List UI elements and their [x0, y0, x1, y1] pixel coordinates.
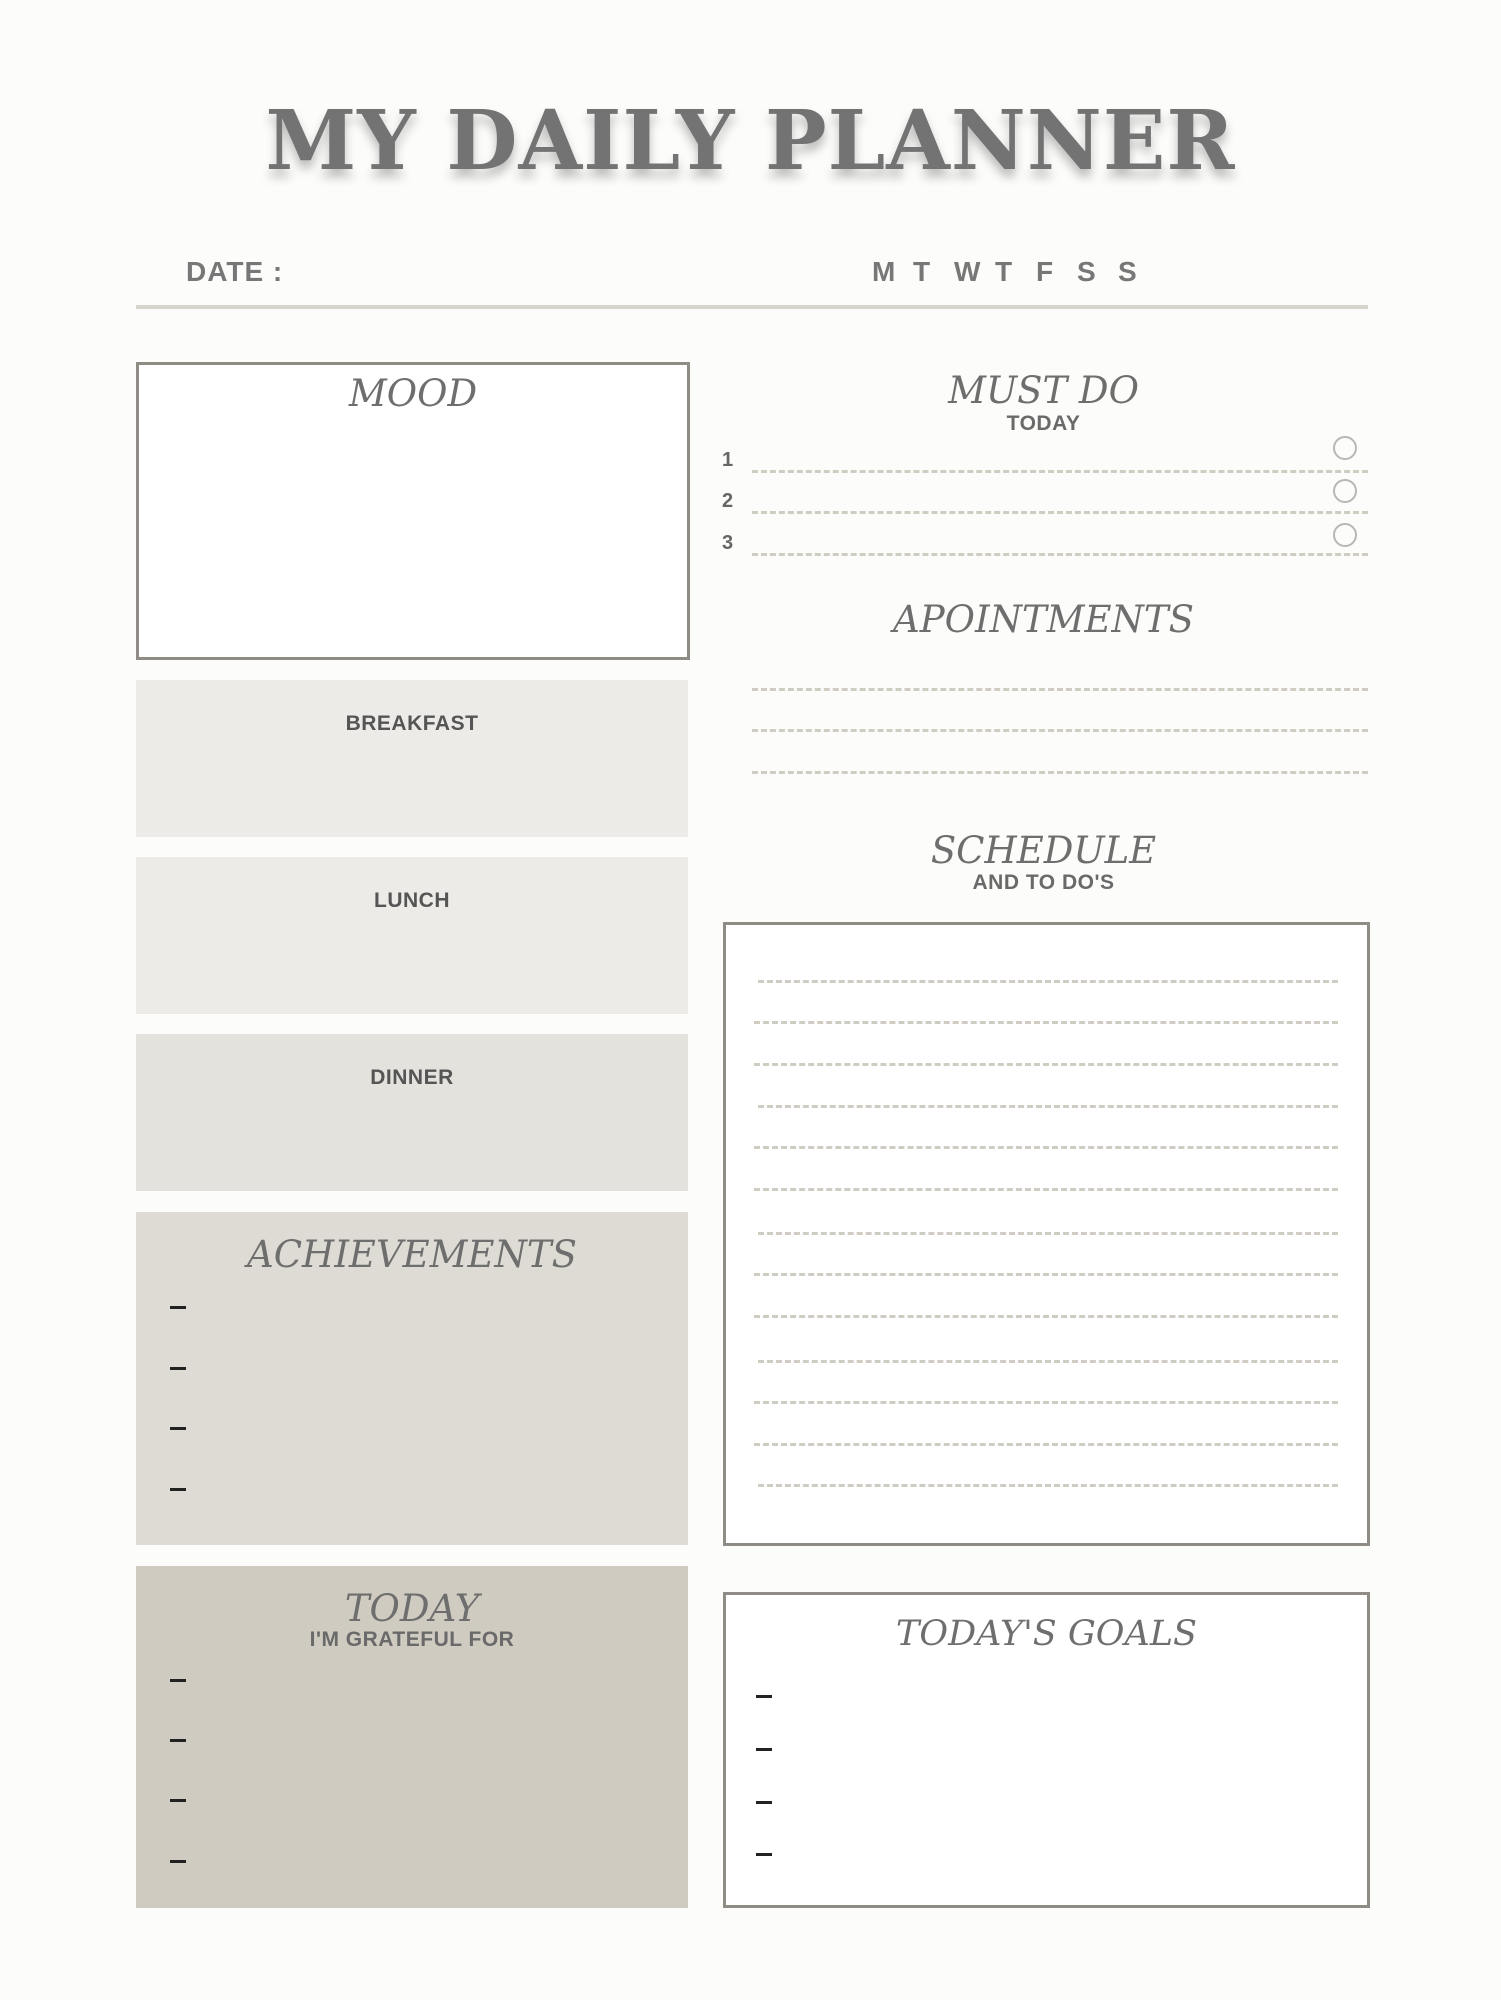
must-do-line[interactable]: [752, 511, 1368, 514]
appointment-line[interactable]: [752, 729, 1368, 732]
grateful-box[interactable]: [136, 1566, 688, 1908]
schedule-subtitle: AND TO DO'S: [972, 871, 1115, 894]
appointments-title: APOINTMENTS: [893, 598, 1194, 641]
must-do-number: 3: [722, 532, 734, 554]
weekday-thursday[interactable]: T: [995, 256, 1013, 287]
weekday-friday[interactable]: F: [1036, 256, 1054, 287]
must-do-checkbox[interactable]: [1333, 436, 1357, 460]
must-do-number: 1: [722, 449, 734, 471]
schedule-line[interactable]: [758, 1232, 1338, 1235]
schedule-line[interactable]: [754, 1273, 1338, 1276]
goal-bullet: [756, 1853, 772, 1856]
lunch-label: LUNCH: [374, 889, 450, 912]
goals-box[interactable]: [723, 1592, 1370, 1908]
grateful-bullet: [170, 1860, 186, 1863]
weekday-saturday[interactable]: S: [1077, 256, 1096, 287]
must-do-line[interactable]: [752, 470, 1368, 473]
page-title: MY DAILY PLANNER: [265, 93, 1236, 189]
goal-bullet: [756, 1748, 772, 1751]
schedule-line[interactable]: [754, 1315, 1338, 1318]
schedule-line[interactable]: [754, 1021, 1338, 1024]
schedule-line[interactable]: [758, 1484, 1338, 1487]
grateful-bullet: [170, 1799, 186, 1802]
mood-box[interactable]: [136, 362, 690, 660]
grateful-subtitle: I'M GRATEFUL FOR: [309, 1628, 515, 1651]
achievements-box[interactable]: [136, 1212, 688, 1545]
schedule-line[interactable]: [758, 980, 1338, 983]
goal-bullet: [756, 1695, 772, 1698]
goals-title: TODAY'S GOALS: [896, 1614, 1197, 1654]
must-do-subtitle: TODAY: [1006, 412, 1081, 435]
must-do-checkbox[interactable]: [1333, 523, 1357, 547]
weekday-tuesday[interactable]: T: [913, 256, 931, 287]
schedule-line[interactable]: [754, 1063, 1338, 1066]
schedule-line[interactable]: [754, 1401, 1338, 1404]
appointment-line[interactable]: [752, 688, 1368, 691]
header-divider: [136, 305, 1368, 309]
weekday-selector: [872, 256, 1159, 288]
date-label: DATE :: [186, 256, 284, 287]
schedule-box[interactable]: [723, 922, 1370, 1546]
grateful-title: TODAY: [344, 1587, 480, 1630]
achievements-title: ACHIEVEMENTS: [247, 1233, 577, 1276]
must-do-title: MUST DO: [948, 369, 1139, 412]
appointment-line[interactable]: [752, 771, 1368, 774]
weekday-monday[interactable]: M: [872, 256, 896, 287]
schedule-line[interactable]: [754, 1146, 1338, 1149]
schedule-line[interactable]: [758, 1105, 1338, 1108]
must-do-checkbox[interactable]: [1333, 479, 1357, 503]
achievement-bullet: [170, 1427, 186, 1430]
mood-title: MOOD: [348, 372, 478, 415]
breakfast-box[interactable]: [136, 680, 688, 837]
schedule-line[interactable]: [754, 1188, 1338, 1191]
achievement-bullet: [170, 1367, 186, 1370]
schedule-line[interactable]: [758, 1360, 1338, 1363]
schedule-line[interactable]: [754, 1443, 1338, 1446]
grateful-bullet: [170, 1679, 186, 1682]
weekday-wednesday[interactable]: W: [954, 256, 981, 287]
must-do-number: 2: [722, 490, 734, 512]
schedule-title: SCHEDULE: [930, 829, 1157, 872]
weekday-sunday[interactable]: S: [1118, 256, 1137, 287]
must-do-line[interactable]: [752, 553, 1368, 556]
dinner-box[interactable]: [136, 1034, 688, 1191]
breakfast-label: BREAKFAST: [345, 712, 479, 735]
dinner-label: DINNER: [370, 1066, 454, 1089]
grateful-bullet: [170, 1739, 186, 1742]
achievement-bullet: [170, 1306, 186, 1309]
goal-bullet: [756, 1801, 772, 1804]
lunch-box[interactable]: [136, 857, 688, 1014]
achievement-bullet: [170, 1488, 186, 1491]
